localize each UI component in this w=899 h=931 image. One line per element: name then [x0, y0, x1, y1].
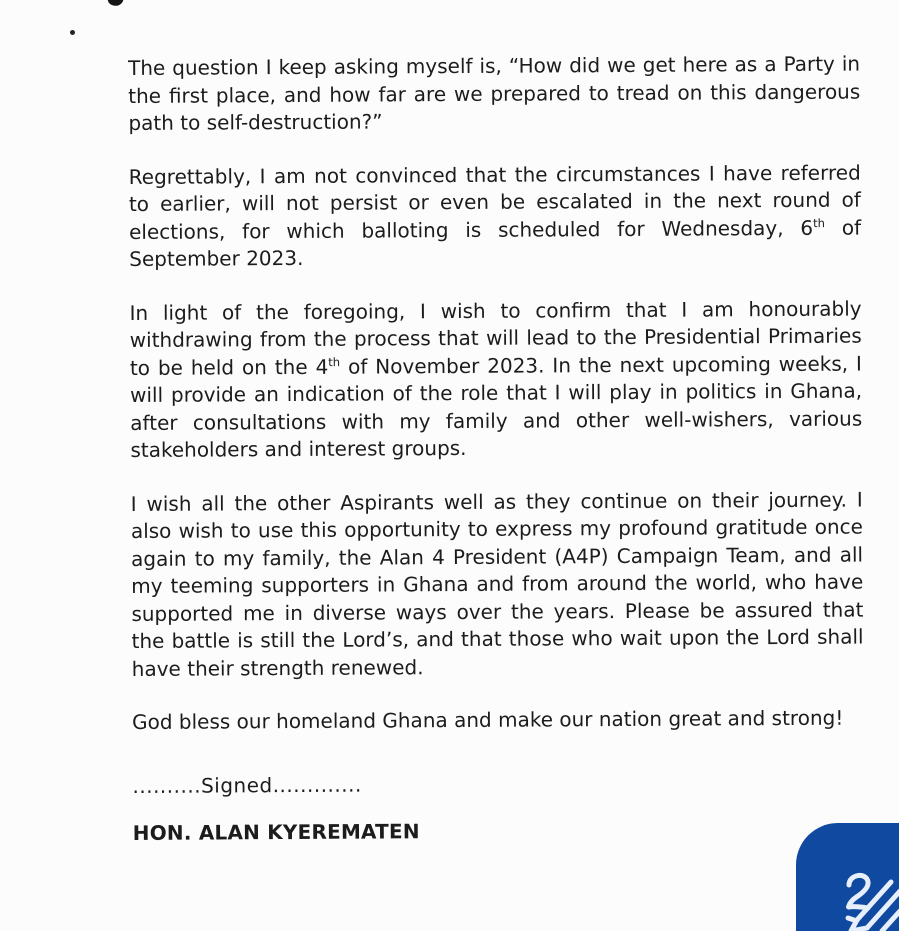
paragraph-3: In light of the foregoing, I wish to confirm that I am honourably withdrawing from the process that will lead to the Presidential Primaries to be held on the 4th of November 2023. In the next upcoming weeks, I will provide an indication of the role that I will play in politics in Ghana, after consultations with my family and other well-wishers, various stakeholders and interest groups.	[129, 296, 863, 462]
news-brand-badge	[796, 823, 899, 931]
paragraph-2: Regrettably, I am not convinced that the circumstances I have referred to earlier, will not persist or even be escalated in the next round of elections, for which balloting is scheduled for Wednesday, 6th of September 2023.	[128, 160, 862, 271]
scan-artifact-mark	[106, 0, 125, 8]
signatory-name: HON. ALAN KYEREMATEN	[132, 819, 420, 845]
paragraph-5: God bless our homeland Ghana and make our nation great and strong!	[132, 705, 844, 734]
paragraph-4: I wish all the other Aspirants well as they continue on their journey. I also wish to use this opportunity to express my profound gratitude once again to my family, the Alan 4 President (A4P) Campaign Team, and all my teeming supporters in Ghana and from around the world, who have supported me in diverse ways over the years. Please be assured that the battle is still the Lord’s, and that those who wait upon the Lord shall have their strength renewed.	[130, 487, 864, 681]
signature-line: ..........Signed.............	[132, 772, 362, 798]
letter-paragraphs	[128, 51, 864, 737]
pen-logo-icon	[796, 823, 899, 931]
scan-artifact-dot	[70, 30, 75, 35]
paragraph-1: The question I keep asking myself is, “How did we get here as a Party in the first place, and how far are we prepared to tread on this dangerous path to self-destruction?”	[128, 51, 861, 135]
letter-body	[128, 51, 865, 848]
